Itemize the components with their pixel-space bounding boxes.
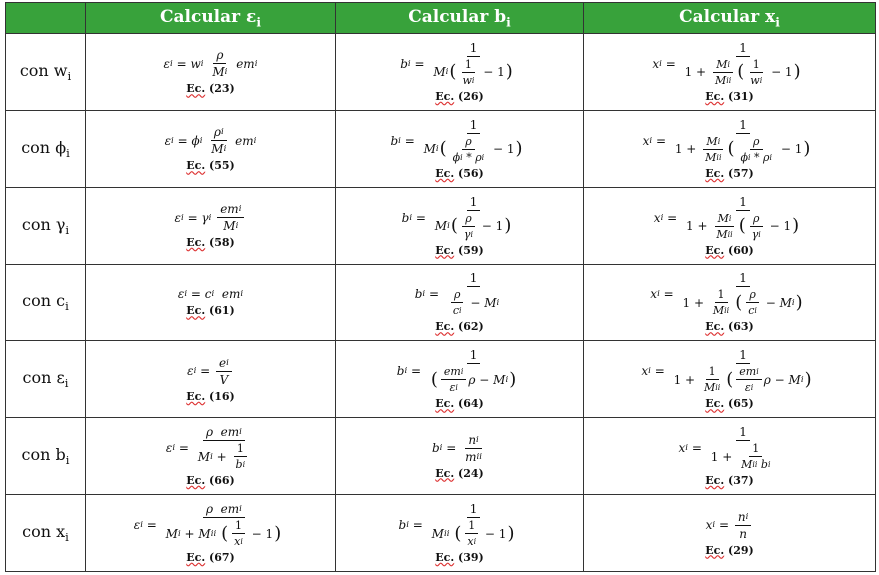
equation-number: Ec. (56) <box>435 166 484 180</box>
equation-number: Ec. (64) <box>435 397 484 411</box>
cell-x: x i = 1 1 + 1 M ii b i Ec. (37) <box>584 418 876 495</box>
cell-epsilon: ε i = γ i em i M i Ec. (58) <box>86 187 336 264</box>
header-row <box>6 3 876 34</box>
equation-number: Ec. (63) <box>705 320 754 334</box>
equation-number: Ec. (66) <box>186 474 235 488</box>
cell-x: x i = 1 1 + M i M ii ( ρ ϕ i * ρ i − 1 ) Ec. (57) <box>584 110 876 187</box>
formula-table <box>5 2 876 572</box>
cell-epsilon: ε i = w i ρ M i em i Ec. (23) <box>86 34 336 111</box>
row-b <box>6 418 876 495</box>
equation-number: Ec. (65) <box>705 397 754 411</box>
equation-number: Ec. (16) <box>186 389 235 403</box>
equation-number: Ec. (29) <box>705 543 754 557</box>
cell-epsilon: ε i = c i em i Ec. (61) <box>86 264 336 341</box>
header-x: Calcular $x_i$ <box>584 3 876 34</box>
equation-number: Ec. (62) <box>435 320 484 334</box>
cell-b: b i = n i m ii Ec. (24) <box>336 418 584 495</box>
equation-number: Ec. (26) <box>435 89 484 103</box>
row-w <box>6 34 876 111</box>
row-gamma <box>6 187 876 264</box>
equation-number: Ec. (31) <box>705 89 754 103</box>
header-blank <box>6 3 86 34</box>
equation-number: Ec. (55) <box>186 159 235 173</box>
equation-number: Ec. (60) <box>705 243 754 257</box>
equation-number: Ec. (58) <box>186 236 235 250</box>
row-label: con $w_i$ <box>6 34 86 111</box>
cell-b: b i = 1 M i ( 1 w i − 1 ) Ec. (26) <box>336 34 584 111</box>
equation-number: Ec. (59) <box>435 243 484 257</box>
equation-number: Ec. (39) <box>435 551 484 565</box>
cell-b: b i = 1 M i ( ρ ϕ i * ρ i − 1 ) Ec. (56) <box>336 110 584 187</box>
row-label: con $\phi_i$ <box>6 110 86 187</box>
equation-number: Ec. (61) <box>186 304 235 318</box>
cell-x: x i = 1 1 + 1 M ii ( em i ε i ρ − M i ) Ec. (65) <box>584 341 876 418</box>
header-b: Calcular $b_i$ <box>336 3 584 34</box>
equation-number: Ec. (67) <box>186 551 235 565</box>
row-c <box>6 264 876 341</box>
cell-x: x i = 1 1 + M i M ii ( 1 w i − 1 ) Ec. (31) <box>584 34 876 111</box>
row-label: con $b_i$ <box>6 418 86 495</box>
row-epsilon <box>6 341 876 418</box>
cell-epsilon: ε i = ρ em i M i + M ii ( 1 x i − 1 ) Ec. (67) <box>86 495 336 572</box>
cell-epsilon: ε i = e i V Ec. (16) <box>86 341 336 418</box>
row-label: con $c_i$ <box>6 264 86 341</box>
equation-number: Ec. (37) <box>705 474 754 488</box>
row-label: con $x_i$ <box>6 495 86 572</box>
equation-number: Ec. (24) <box>435 466 484 480</box>
row-label: con $\gamma_i$ <box>6 187 86 264</box>
cell-b: b i = 1 ρ c i − M i Ec. (62) <box>336 264 584 341</box>
cell-b: b i = 1 ( em i ε i ρ − M i ) Ec. (64) <box>336 341 584 418</box>
cell-b: b i = 1 M i ( ρ γ i − 1 ) Ec. (59) <box>336 187 584 264</box>
cell-b: b i = 1 M ii ( 1 x i − 1 ) Ec. (39) <box>336 495 584 572</box>
equation-number: Ec. (57) <box>705 166 754 180</box>
cell-epsilon: ε i = ϕ i ρ i M i em i Ec. (55) <box>86 110 336 187</box>
cell-x: x i = 1 1 + 1 M ii ( ρ c i − M i ) Ec. (63) <box>584 264 876 341</box>
header-epsilon: Calcular $\varepsilon_i$ <box>86 3 336 34</box>
row-x <box>6 495 876 572</box>
cell-x: x i = 1 1 + M i M ii ( ρ γ i − 1 ) Ec. (60) <box>584 187 876 264</box>
row-phi <box>6 110 876 187</box>
cell-epsilon: ε i = ρ em i M i + 1 b i Ec. (66) <box>86 418 336 495</box>
equation-number: Ec. (23) <box>186 82 235 96</box>
row-label: con $\varepsilon_i$ <box>6 341 86 418</box>
cell-x: x i = n i n Ec. (29) <box>584 495 876 572</box>
